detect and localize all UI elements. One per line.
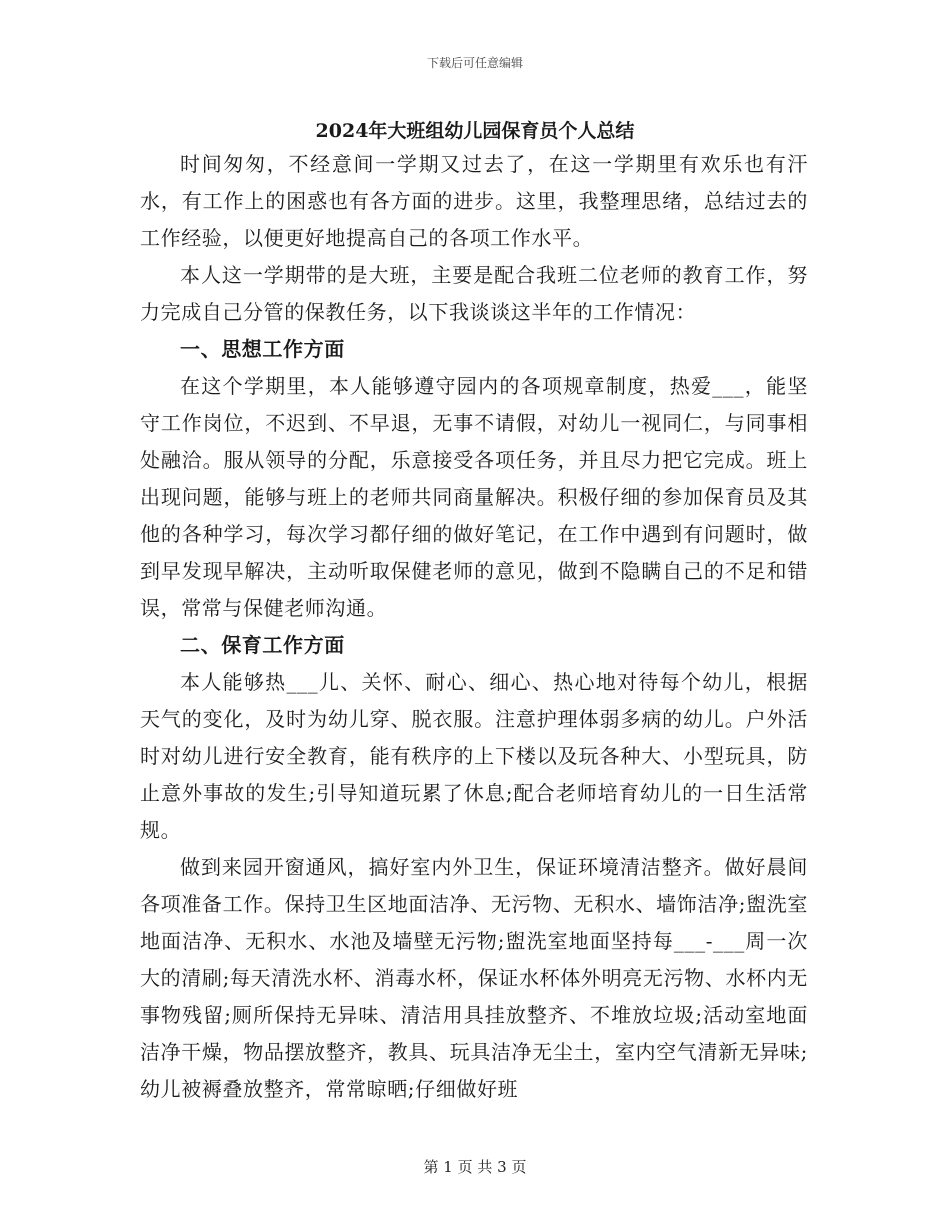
section-heading-ideology: 一、思想工作方面	[180, 337, 345, 361]
paragraph-hygiene: 做到来园开窗通风，搞好室内外卫生，保证环境清洁整齐。做好晨间各项准备工作。保持卫生区地面洁净、无污物、无积水、墙饰洁净;盥洗室地面洁净、无积水、水池及墙壁无污物;盥洗室地面坚持每___-___周一次大的清刷;每天清洗水杯、消毒水杯，保证水杯体外明亮无污物、水杯内无事物残留;厕所保持无异味、清洁用具挂放整齐、不堆放垃圾;活动室地面洁净干燥，物品摆放整齐，教具、玩具洁净无尘土，室内空气清新无异味;幼儿被褥叠放整齐，常常晾晒;仔细做好班	[140, 855, 808, 1101]
page-number: 第 1 页 共 3 页	[423, 1158, 527, 1176]
paragraph-intro: 时间匆匆，不经意间一学期又过去了，在这一学期里有欢乐也有汗水，有工作上的困惑也有各方面的进步。这里，我整理思绪，总结过去的工作经验，以便更好地提高自己的各项工作水平。	[140, 152, 808, 250]
document-title: 2024年大班组幼儿园保育员个人总结	[315, 120, 635, 142]
document-body	[140, 146, 808, 1108]
paragraph-childcare: 本人能够热___儿、关怀、耐心、细心、热心地对待每个幼儿，根据天气的变化，及时为幼儿穿、脱衣服。注意护理体弱多病的幼儿。户外活时对幼儿进行安全教育，能有秩序的上下楼以及玩各种大、小型玩具，防止意外事故的发生;引导知道玩累了休息;配合老师培育幼儿的一日生活常规。	[140, 670, 808, 842]
paragraph-ideology: 在这个学期里，本人能够遵守园内的各项规章制度，热爱___，能坚守工作岗位，不迟到、不早退，无事不请假，对幼儿一视同仁，与同事相处融洽。服从领导的分配，乐意接受各项任务，并且尽力把它完成。班上出现问题，能够与班上的老师共同商量解决。积极仔细的参加保育员及其他的各种学习，每次学习都仔细的做好笔记，在工作中遇到有问题时，做到早发现早解决，主动听取保健老师的意见，做到不隐瞒自己的不足和错误，常常与保健老师沟通。	[140, 374, 808, 620]
section-heading-childcare: 二、保育工作方面	[180, 633, 345, 657]
paragraph-role: 本人这一学期带的是大班，主要是配合我班二位老师的教育工作，努力完成自己分管的保教任务，以下我谈谈这半年的工作情况：	[140, 263, 808, 324]
header-note: 下载后可任意编辑	[426, 56, 523, 70]
